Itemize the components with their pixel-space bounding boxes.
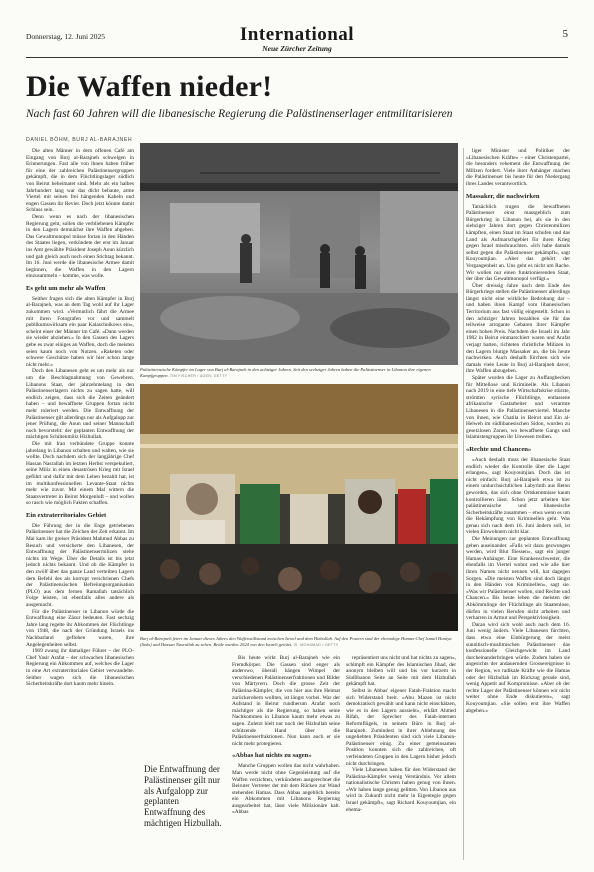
section-title: International bbox=[239, 24, 355, 45]
paragraph: «Auch deshalb muss der libanesische Staat endlich wieder die Kontrolle über die Lager erlangen», sagt Kouyoumjian. Doch das ist nicht einfach: Burj al-Barajneh etwa ist zu einem undurchsichtlichen Labyrinth aus Beton geworden, das sich ohne Ortskenntnisse kaum kontrollieren lässt. Schon jetzt arbeiten hier palästinensische und libanesische Sicherheitskräfte zusammen – etwa wenn es um die Bekämpfung von Kriminellen geht. Was genau sich nach dem 16. Juni ändern soll, ist vielen Einwohnern nicht klar. bbox=[466, 456, 570, 536]
paragraph: Denn wenn es nach der libanesischen Regierung geht, sollen die verbliebenen Kämpfer in den Lagern demnächst ihre Waffen abgeben. Das Gewaltmonopol müsse fortan in den Händen des Staates liegen, verkündete der erst im Januar ins Amt gewählte Präsident Joseph Aoun kürzlich und gab gleich auch noch einen Stichtag bekannt. Im 16. Juni werde die libanesische Armee damit beginnen, die Waffen in den Lagern einzusammeln – komme, was wolle. bbox=[26, 213, 134, 280]
paragraph: Tatsächlich trugen die bewaffneten Palästinenser einst massgeblich zum Bürgerkrieg in Libanon bei, als sie in den siebziger Jahren dort gegen Christenmilizen kämpften, einen Staat im Staat schufen und das Land als Aufmarschgebiet für ihren Krieg gegen Israel missbrauchten. «Ich habe damals selbst gegen die Palästinenser gekämpft», sagt Kouyoumjian. «Aber das gehört der Vergangenheit an. Uns geht es nicht um Rache. Wir wollen nur einen funktionierenden Staat, der über das Gewaltmonopol verfügt.» bbox=[466, 203, 570, 283]
pull-quote: Die Entwaffnung der Palästinenser gilt nur als Aufgalopp zur geplanten Entwaffnung des mächtigen Hizbullah. bbox=[144, 764, 222, 828]
article-column-4 bbox=[346, 655, 456, 860]
paragraph: Die Führung der in die Enge getriebenen Palästinenser hat die Zeichen der Zeit erkannt. Im Mai kam ihr greiser Präsident Mahmud Abbas zu Besuch und versicherte den Libanesen, der Entwaffnung der Palästinensermilizen stehe nichts im Wege. Über die Details ist bis jetzt jedoch nichts bekannt. Und ob die Kämpfer in den zwölf über das ganze Land verteilten Lagern dem Befehl des als korrupt verschrienen Chefs der Palästinensischen Befreiungsorganisation (PLO) aus dem fernen Ramallah tatsächlich Folge leisten, ist ebenfalls alles andere als ausgemacht. bbox=[26, 522, 134, 608]
caption-text: Burj al-Barajneh feiert im Januar dieses Jahres den Waffenstillstand zwischen Israel und dem Hizbullah. Auf den Postern sind der ehemalige Hamas-Chef Ismail Haniya (links) und Hassan Nasrallah zu sehen. Beide wurden 2024 von den Israeli getötet. bbox=[140, 636, 452, 647]
paper-name: Neue Zürcher Zeitung bbox=[262, 44, 332, 53]
photo-credit: IS. MOHAMAD / GETTY bbox=[293, 642, 339, 647]
column-divider bbox=[463, 148, 464, 860]
article-column-3 bbox=[232, 655, 340, 860]
subheading: «Rechte und Chancen» bbox=[466, 445, 532, 453]
paragraph: 1969 zwang ihr damaliger Führer – der PLO-Chef Yasir Arafat – der schwachen libanesischen Regierung ein Abkommen auf, welches die Lager in eine Art extraterritoriales Gebiet verwandelte. Seither wagen sich die libanesischen Sicherheitskräfte dort kaum mehr hinein. bbox=[26, 648, 134, 688]
paragraph: Bis heute wirkt Burj al-Barajneh wie ein Fremdkörper. Die Gassen sind enger als anderswo, überall hängen Wimpel der verschiedenen Palästinenserfraktionen und Bilder von Märtyrern. Doch die grosse Zeit der Palästina-Kämpfer, die von hier aus ihre Heimat zurückerobern wollten, ist längst vorbei. War der Aufstand in Beirut rundherum Arafat noch mächtiger als die Regierung, so haben seine Nachkommen in Libanon kaum mehr etwas zu sagen. Zuletzt hielt nur noch der Hizbullah seine schützende Hand über die Palästinenserfraktionen. Nun kann auch er sie nicht mehr protegieren. bbox=[232, 655, 340, 747]
subheading: «Abbas hat nichts zu sagen» bbox=[232, 752, 312, 760]
paragraph: Daran wird sich wohl auch nach dem 16. Juni wenig ändern. Viele Libanesen fürchten, dass etwa eine Einbürgerung der meist sunnitisch-muslimischen Palästinenser das konfessionelle Gleichgewicht im Land durcheinanderbringen würde. Zudem haben sie angesichts der andauernden Grossereignisse in der Region, wo radikale Kräfte wie die Hamas oder der Hizbullah im Rückzug gerade sind, wenig Appetit auf Kompromisse. «Aber ob der rechte Lager der Palästinenser können wir nicht weiter ohne Ende diskutieren», sagt Kouyoumjian. «Sie sollen erst ihre Waffen abgeben.» bbox=[466, 621, 570, 714]
article-byline: DANIEL BÖHM, BURJ AL-BARAJNEH bbox=[26, 137, 133, 143]
photo-1-caption bbox=[140, 367, 458, 379]
photo-credit: TIM FISCHER / AGEN. GETTY bbox=[169, 373, 228, 378]
paragraph: Über dreissig Jahre nach dem Ende des Bürgerkriegs stellen die Palästinenser allerdings längst nicht eine wirkliche Bedrohung dar – und haben ihren Kampf vom libanesischen Territorium aus fast völlig eingestellt. Schon in den achtziger Jahren bezahlten sie für das teilweise arrogante Gebaren ihrer Kämpfer einen hohen Preis. Nachdem die Israeli im Jahr 1982 in Beirut einmarschiert waren und Arafat verjagt hatten, richteten christliche Milizen in den Lagern blutige Massaker an, die bis heute nachwirken. Auch deshalb fürchten sich wie damals viele Leute in Burj al-Barajneh davor, ihre Waffen abzugeben. bbox=[466, 282, 570, 375]
photo-celebration bbox=[140, 384, 458, 631]
article-column-5 bbox=[466, 148, 570, 860]
paragraph: Die alten Männer in dem offenen Café am Eingang von Burj al-Barajneh schwelgen in Erinnerungen. Fast alle von ihnen haben früher für eine der zahlreichen Palästinensergruppen gekämpft, die in dem Flüchtlingslager südlich von Beirut beheimatet sind. Mehr als ein halbes Jahrhundert lang war das dicht bebaute, arme Viertel mit seinen frei hängenden Kabeln und engen Gassen ihr Revier. Doch jetzt könnte damit Schluss sein. bbox=[26, 148, 134, 214]
photo-fighters-1980s bbox=[140, 143, 458, 365]
paragraph: Später wurden die Lager zu Auffangbecken für Mittellose und Kriminelle. Als Libanon nach 2019 in eine tiefe Wirtschaftskrise stürzte, strömten syrische Flüchtlinge, entlassene afrikanische Gastarbeiter und verarmte Libanesen in die Palästinenserviertel. Manche von ihnen, wie Chatila in Beirut und Ein al-Helweh im südlibanesischen Sidon, wurden zu gesetzlosen Zonen, wo bewaffnete Gangs und Islamistengruppen ihr Unwesen treiben. bbox=[466, 375, 570, 441]
article-headline: Die Waffen nieder! bbox=[26, 70, 273, 103]
subheading: Massaker, die nachwirken bbox=[466, 192, 540, 200]
paragraph: Selbst in Abbas' eigener Fatah-Fraktion macht sich Widerstand breit. «Abu Mazen ist nicht demokratisch gewählt und kann nicht einschätzen, wie es in den Lagern aussieht», erklärt Ahmed Rifah, der Sprecher des Fatah-internen Reformflügels, in seinem Büro in Burj al-Barajneh. Zumindest in ihrer Ablehnung des ungeliebten Präsidenten sind sich viele Libanon-Palästinenser einig. Zu einer gemeinsamen Position konnten sich die zahlreichen, oft verfeindeten Gruppen in den Lagern bisher jedoch nicht durchringen. bbox=[346, 687, 456, 767]
page-number: 5 bbox=[562, 28, 568, 40]
historic-photo-illustration bbox=[140, 143, 458, 365]
paragraph: repräsentiert uns nicht und hat nichts zu sagen», schimpft ein Kämpfer des Islamischen Jihad, der anonym bleiben will und bis vor kurzem in Südlibanon Seite an Seite mit dem Hizbullah gekämpft hat. bbox=[346, 655, 456, 688]
paragraph: Viele Libanesen haben für den Widerstand der Palästina-Kämpfer wenig Verständnis. Vor allem nationalistische Christen haben genug von ihnen. «Wir haben lange genug gelitten. Von Libanon aus wird in Zukunft nicht mehr in Eigentegie gegen Israel gekämpft», sagt Richard Kouyoumjian, ein ehema- bbox=[346, 767, 456, 813]
header-rule bbox=[26, 57, 568, 58]
article-dek: Nach fast 60 Jahren will die libanesische Regierung die Palästinenserlager entmilitarisieren bbox=[26, 108, 453, 120]
crowd-photo-illustration bbox=[140, 384, 458, 631]
caption-text: Palästinensische Kämpfer im Lager von Burj al-Barajneh in den achtziger Jahren. Seit den sechziger Jahren haben die Palästinenser in Libanon ihre eigenen Kampfgruppen. bbox=[140, 367, 431, 378]
paragraph: liger Minister und Politiker der «Libanesischen Kräfte» – einer Christenpartei, die besonders vehement die Entwaffnung der Milizen fordert. Viele ihrer Anhänger machen die Palästinenser bis heute für den Niedergang ihres Landes verantwortlich. bbox=[466, 148, 570, 187]
subheading: Ein extraterritoriales Gebiet bbox=[26, 511, 107, 519]
subheading: Es geht um mehr als Waffen bbox=[26, 284, 106, 292]
paragraph: Für die Palästinenser in Libanon würde die Entwaffnung eine Zäsur bedeuten. Fast sechzig Jahre lang regelte ihr Abkommen der Flüchtlinge von 1948, die nach der Gründung Israels ins Nachbarland geflohen waren, ihre Angelegenheiten selbst. bbox=[26, 608, 134, 648]
paragraph: Die mit Iran verbündete Gruppe konnte jahrelang in Libanon schalten und walten, wie sie wollte. Doch nachdem sich der langjährige Chef Hassan Nasrallah im letzten Herbst verspekuliert, seine Miliz in einen desaströsen Krieg mit Israel geführt und dafür mit dem Leben bezahlt hat, ist im multikonfessionellen Levante-Staat nichts mehr wie zuvor. Mit einem Mal wittern die Staatsvertreter in Beirut Morgenluft – und wollen so rasch wie möglich Fakten schaffen. bbox=[26, 440, 134, 507]
paragraph: Seither fragen sich die alten Kämpfer in Burj al-Barajneh, was an dem Tag wohl auf ihr Lager zukommen wird. «Vermutlich fährt die Armee mit ihren Fotografen vor und sammelt publikumswirksam ein paar Kalaschnikows ein», scheint einer der Männer im Café. «Dann werden sie wieder abziehen.» In den Gassen des Lagers gebe es zwar einiges an Waffen, doch die meisten seien kaum noch von Nutzen. «Raketen oder schwere Geschütze haben wir hier schon lange nicht mehr.» bbox=[26, 295, 134, 368]
paragraph: Doch den Libanesen geht es um mehr als nur um die Beschlagnahmung von Gewehren. Libanons Staat, der jahrzehntelang in den Palästinenserlagern nichts zu sagen hatte, will endlich zeigen, dass sich die Zeiten geändert haben – und bewaffnete Gruppen fortan nicht mehr toleriert werden. Die Entwaffnung der Palästinenser gilt allerdings nur als Aufgalopp zur jener Prüfung, die Aoun und seiner Mannschaft noch bevorsteht: der geplanten Entwaffnung der mächtigen Schiitenmiliz Hizbullah. bbox=[26, 368, 134, 441]
article-column-1 bbox=[26, 148, 134, 860]
photo-2-caption bbox=[140, 636, 458, 648]
paragraph: Die Meinungen zur geplanten Entwaffnung gehen auseinander. «Falls wir dazu gezwungen werden, wird Blut fliessen», sagt ein junger Hamas-Anhänger. Eine Krankenschwester, die ebenfalls im Viertel wohnt und wie alle hier ihren Namen nicht nennen will, hat dagegen Sorgen. «Die meisten Waffen sind doch längst in den Händen von Kriminellen», sagt sie. «Was wir Palästinenser wollen, sind Rechte und Chancen.» Bis heute leben die meisten der Abkömmlinge der Flüchtlinge als Staatenlose, dürfen in vielen Berufen nicht arbeiten und verharren in Armut und Perspektivlosigkeit. bbox=[466, 536, 570, 622]
issue-date: Donnerstag, 12. Juni 2025 bbox=[26, 32, 105, 41]
paragraph: Manche Gruppen wollen das nicht wahrhaben. Man werde nicht ohne Gegenleistung auf die Waffen verzichten, verkündeten ausgerechnet die Beiruter Vertreter der mit dem Rücken zur Wand stehenden Hamas. Dass Abbas angeblich bereits ein Abkommen mit Libanons Regierung ausgearbeitet hat, lässt viele Milizionäre kalt. «Abbas bbox=[232, 763, 340, 816]
